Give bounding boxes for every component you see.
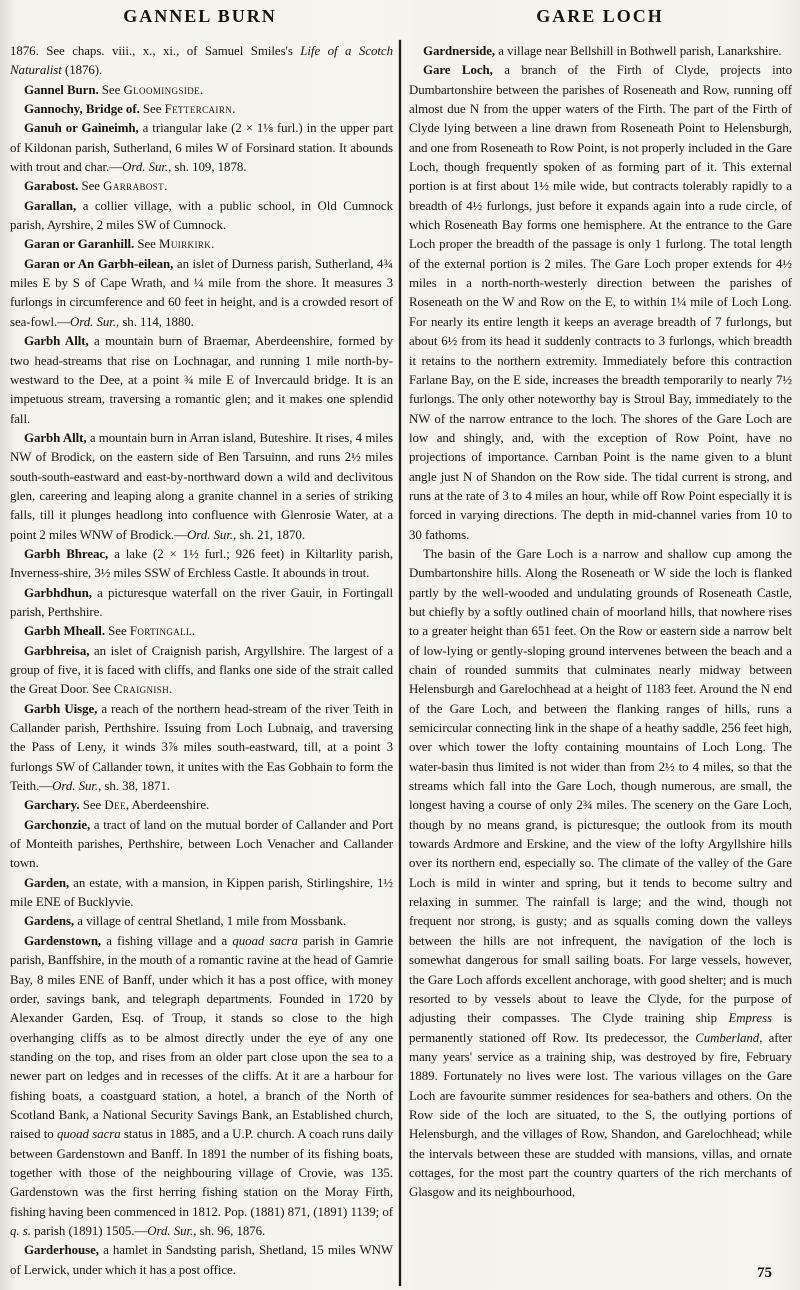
text-run: is permanently stationed off Row. Its predecessor, the: [408, 1011, 792, 1045]
text-run: Gannochy, Bridge of.: [24, 102, 140, 117]
running-head-left-title: GANNEL BURN: [123, 6, 277, 26]
text-run: a lake (2 × 1½ furl.; 926 feet) in Kiltarlity parish, Inverness-shire, 3½ miles SSW of Erchless Castle. It abounds in trout.: [10, 546, 393, 581]
running-head: [0, 6, 800, 36]
column-left: [0, 38, 399, 1282]
text-run: Gardnerside,: [422, 44, 496, 58]
text-run: Gare Loch,: [422, 63, 493, 78]
text-run: Garbh Allt,: [24, 334, 89, 349]
text-columns: [0, 38, 800, 1290]
text-run: Ord. Sur.: [52, 779, 99, 794]
text-run: Gardens,: [24, 914, 75, 929]
text-run: , Aberdeenshire.: [125, 798, 210, 813]
text-run: Muirkirk: [159, 237, 212, 252]
text-run: See: [79, 798, 105, 813]
text-run: , sh. 114, 1880.: [116, 314, 194, 329]
text-run: .: [200, 82, 204, 97]
gazetteer-entry: [409, 61, 792, 545]
text-run: Garbh Uisge,: [24, 701, 98, 716]
text-run: status in 1885, and a U.P. church. A coach runs daily between Gardenstown and Banff. In 1891 the number of its fishing boats, together with those of the neighbouring village of Crovie, was 135. Gardenstown was the first herring fishing station on the Moray Firth, fishing having been commenced in 1812. Pop. (1881) 871, (1891) 1139; of: [10, 1127, 393, 1219]
gazetteer-entry: [10, 622, 393, 641]
text-run: a hamlet in Sandsting parish, Shetland, 15 miles WNW of Lerwick, under which it has a post office.: [10, 1243, 393, 1277]
text-run: an islet of Craignish parish, Argyllshire. The largest of a group of five, it is faced with cliffs, and flanks one side of the strait called the Great Door. See: [10, 643, 393, 697]
text-run: a branch of the Firth of Clyde, projects into Dumbartonshire between the parishes of Roseneath and Row, running off almost due N from the upper waters of the Firth. The part of the Firth of Clyde lying between a line drawn from Roseneath Point to Helensburgh, and one from Roseneath to Row Point, is not properly included in the Gare Loch, though frequently spoken of as forming part of it. This external portion is at first about 1½ mile wide, but contracts tolerably rapidly to a breadth of 4½ furlongs, just before it expands again into a rude circle, of which Roseneath Bay forms one hemisphere. At the entrance to the Gare Loch proper the breadth of the passage is only 1 furlong. The total length of the external portion is 2 miles. The Gare Loch proper extends for 4½ miles in a north-north-westerly direction between the parishes of Roseneath on the W and Row on the E, to within 1¼ mile of Loch Long. For nearly its entire length it keeps an average breadth of 7 furlongs, but about 6½ from its head it suddenly contracts to 3 furlongs, which breadth it retains to the northern extremity. Immediately before this contraction Farlane Bay, on the E side, increases the breadth temporarily to nearly 7½ furlongs. The only other noteworthy bay is Stroul Bay, immediately to the NW of the narrow entrance to the loch. The shores of the Gare Loch are low and shingly, and, with the exception of Row Point, have no projections of importance. Carnban Point is the name given to a blunt angle just N of Shandon on the Row side. The tidal current is strong, and runs at the rate of 3 to 4 miles an hour, while off Row Point especially it is forced in varying directions. The depth in mid-channel varies from 10 to 30 fathoms.: [408, 63, 792, 542]
text-run: a tract of land on the mutual border of Callander and Port of Monteith parishes, Perthshire, between Loch Venacher and Callander town.: [10, 817, 393, 871]
text-run: See: [98, 82, 124, 97]
text-run: .: [232, 102, 236, 117]
gazetteer-entry: [10, 42, 393, 81]
text-run: Gloomingside: [123, 82, 201, 97]
gazetteer-entry: [10, 545, 393, 584]
text-run: a picturesque waterfall on the river Gauir, in Fortingall parish, Perthshire.: [10, 585, 393, 619]
gazetteer-entry: [10, 429, 393, 545]
text-run: q. s.: [10, 1223, 31, 1238]
gazetteer-entry: [10, 81, 393, 100]
text-run: a reach of the northern head-stream of the river Teith in Callander parish, Perthshire. Issuing from Loch Lubnaig, and traversing the Pass of Leny, it winds 3⅞ miles south-eastward, till, at a point 3 furlongs SW of Callander town, it unites with the Eas Gobhain to form the Teith.—: [10, 701, 393, 794]
text-run: Garrabost: [103, 179, 165, 194]
text-run: quoad sacra: [232, 933, 298, 948]
text-run: Dee: [104, 798, 126, 813]
gazetteer-entry: [10, 1241, 393, 1280]
text-run: Garbh Bhreac,: [24, 546, 109, 561]
text-run: , sh. 96, 1876.: [193, 1223, 266, 1238]
gazetteer-entry: [10, 584, 393, 623]
page-number: 75: [757, 1265, 772, 1281]
text-run: a mountain burn of Braemar, Aberdeenshire, formed by two head-streams that rise on Lochnagar, and running 1 mile north-by-westward to the Dee, at a point ¾ mile E of Invercauld bridge. It is an impetuous stream, traversing a romantic glen; and it makes one splendid fall.: [10, 334, 394, 426]
text-run: a triangular lake (2 × 1⅛ furl.) in the upper part of Kildonan parish, Sutherland, 6 miles W of Forsinard station. It abounds with trout and char.—: [10, 121, 393, 175]
text-run: Garbh Allt,: [24, 430, 87, 445]
text-run: Fortingall: [129, 624, 192, 639]
text-run: Gannel Burn.: [24, 82, 99, 97]
text-run: Garchary.: [24, 798, 80, 813]
text-run: , sh. 38, 1871.: [98, 779, 171, 794]
text-run: Ord. Sur.: [70, 314, 116, 329]
text-run: parish (1891) 1505.—: [30, 1223, 148, 1238]
text-run: Garallan,: [24, 198, 77, 213]
text-run: Garabost.: [24, 179, 79, 194]
text-run: Garbhreisa,: [24, 643, 90, 658]
gazetteer-entry: [10, 912, 393, 931]
text-run: .: [169, 682, 173, 697]
gazetteer-entry: [10, 177, 393, 196]
text-run: (1876).: [61, 63, 103, 78]
text-run: parish in Gamrie parish, Banffshire, in the mouth of a romantic ravine at the head of Gamrie Bay, 8 miles ENE of Banff, under which it has a post office, with money order, savings bank, and telegraph departments. Founded in 1720 by Alexander Garden, Esq. of Troup, it stands so close to the high overhanging cliffs as to be almost directly under the eye of any one standing on the top, and rises from an older part close upon the sea to a newer part on ledges and in recesses of the cliffs. At it are a harbour for fishing boats, a coastguard station, a hotel, a branch of the North of Scotland Bank, a National Security Savings Bank, an Established church, raised to: [10, 933, 393, 1142]
text-run: See: [105, 624, 130, 639]
text-run: Ganuh or Gaineimh,: [24, 121, 139, 136]
column-right: [401, 38, 800, 1282]
text-run: Fettercairn: [164, 102, 233, 117]
text-run: Garbhdhun,: [24, 585, 92, 600]
text-run: a fishing village and a: [101, 933, 233, 948]
gazetteer-entry: [10, 796, 393, 815]
text-run: a collier village, with a public school, in Old Cumnock parish, Ayrshire, 2 miles SW of Cumnock.: [10, 198, 393, 233]
gazetteer-entry: [10, 642, 393, 700]
text-run: an estate, with a mansion, in Kippen parish, Stirlingshire, 1½ mile ENE of Bucklyvie.: [10, 875, 393, 910]
gazetteer-entry: [10, 874, 393, 913]
text-run: Craignish: [113, 682, 170, 697]
text-run: See: [139, 102, 165, 117]
text-run: .: [164, 179, 168, 194]
text-run: a mountain burn in Arran island, Buteshire. It rises, 4 miles NW of Brodick, on the eastern side of Ben Tarsuinn, and runs 2½ miles south-south-eastward and east-by-northward down a wild and declivitous glen, careering and leaping along a granite channel in a series of striking falls, till it plunges headlong into confluence with Glenrosie Water, at a point 2 miles WNW of Brodick.—: [10, 430, 394, 542]
gazetteer-entry: [10, 255, 393, 332]
text-run: quoad sacra: [56, 1127, 121, 1142]
gazetteer-entry: [10, 235, 393, 254]
text-run: , sh. 21, 1870.: [233, 527, 305, 542]
text-run: Garderhouse,: [24, 1243, 99, 1258]
text-run: Ord. Sur.: [147, 1223, 194, 1238]
text-run: 1876. See chaps. viii., x., xi., of Samuel Smiles's: [10, 44, 301, 58]
text-run: Garden,: [24, 875, 70, 890]
text-run: Cumberland: [695, 1030, 760, 1045]
text-run: a village of central Shetland, 1 mile from Mossbank.: [74, 914, 347, 929]
text-run: a village near Bellshill in Bothwell parish, Lanarkshire.: [495, 44, 782, 58]
gazetteer-entry: [10, 932, 393, 1242]
text-run: Gardenstown,: [24, 933, 102, 948]
gazetteer-entry: [10, 816, 393, 874]
gazetteer-entry: [409, 42, 792, 61]
text-run: Ord. Sur.: [187, 527, 234, 542]
text-run: , after many years' service as a training ship, was destroyed by fire, February 1889. Fortunately no lives were lost. The various villages on the Gare Loch are favourite summer residences for sea-bathers and others. On the Row side of the loch are situated, to the S, the outlying portions of Helensburgh, and the villages of Row, Shandon, and Garelochhead; while the intervals between these are studded with mansions, villas, and ornate cottages, for the most part the country quarters of the rich merchants of Glasgow and its neighbourhood,: [408, 1030, 792, 1200]
text-run: .: [191, 624, 196, 639]
text-run: The basin of the Gare Loch is a narrow and shallow cup among the Dumbartonshire hills. Along the Roseneath or W side the loch is flanked partly by the well-wooded and undulating grounds of Roseneath Castle, but chiefly by a softly outlined chain of moorland hills, that nowhere rises to a greater height than 651 feet. On the Row or eastern side a narrow belt of low-lying or gently-sloping ground intervenes between the beach and a chain of rounded summits that culminates nearly midway between Helensburgh and Garelochhead at a height of 1183 feet. Around the N end of the Gare Loch, and between the flanking ranges of hills, runs a semicircular connecting link in the shape of a heathy saddle, 256 feet high, over which tower the lofty containing mountains of Loch Long. The water-basin thus limited is not wider than from 2½ to 4 miles, so that the streams which fall into the Gare Loch, though numerous, are small, the longest having a course of only 2¾ miles. The scenery on the Gare Loch, though by no means grand, is picturesque; the outlook from its mouth towards Ardmore and Erskine, and the view of the lofty Argyllshire hills over its northern end, especially so. The climate of the valley of the Gare Loch is mild in winter and spring, but it tends to become sultry and relaxing in summer. The rainfall is large; and the wind, though not frequent nor strong, is gusty; and as squalls coming down the valleys between the hills are not infrequent, the navigation of the loch is somewhat dangerous for small sailing boats. For large vessels, however, the Gare Loch affords excellent anchorage, with good shelter; and is much resorted to by vessels about to leave the Clyde, for the purpose of adjusting their compasses. The Clyde training ship: [408, 546, 792, 1026]
text-run: Garan or Garanhill.: [24, 237, 135, 252]
text-run: Ord. Sur.: [122, 160, 169, 175]
text-run: Garan or An Garbh-eilean,: [24, 256, 174, 271]
gazetteer-entry: [10, 100, 393, 119]
text-run: Garbh Mheall.: [24, 624, 105, 639]
gazetteer-entry: [10, 119, 393, 177]
text-run: , sh. 109, 1878.: [168, 160, 247, 175]
gazetteer-entry: [10, 197, 393, 236]
text-run: See: [78, 179, 104, 194]
text-run: Empress: [728, 1011, 773, 1026]
gazetteer-entry: [10, 700, 393, 797]
text-run: an islet of Durness parish, Sutherland, 4¾ miles E by S of Cape Wrath, and ¼ mile from the shore. It measures 3 furlongs in circumference and 60 feet in height, and is a crowded resort of sea-fowl.—: [10, 256, 393, 329]
text-run: Garchonzie,: [24, 817, 91, 832]
running-head-right-title: GARE LOCH: [536, 6, 664, 26]
text-run: See: [134, 237, 159, 252]
gazetteer-entry: [409, 545, 792, 1203]
text-run: Life of a Scotch Naturalist: [10, 44, 393, 78]
gazetteer-entry: [10, 332, 393, 429]
text-run: .: [211, 237, 215, 252]
